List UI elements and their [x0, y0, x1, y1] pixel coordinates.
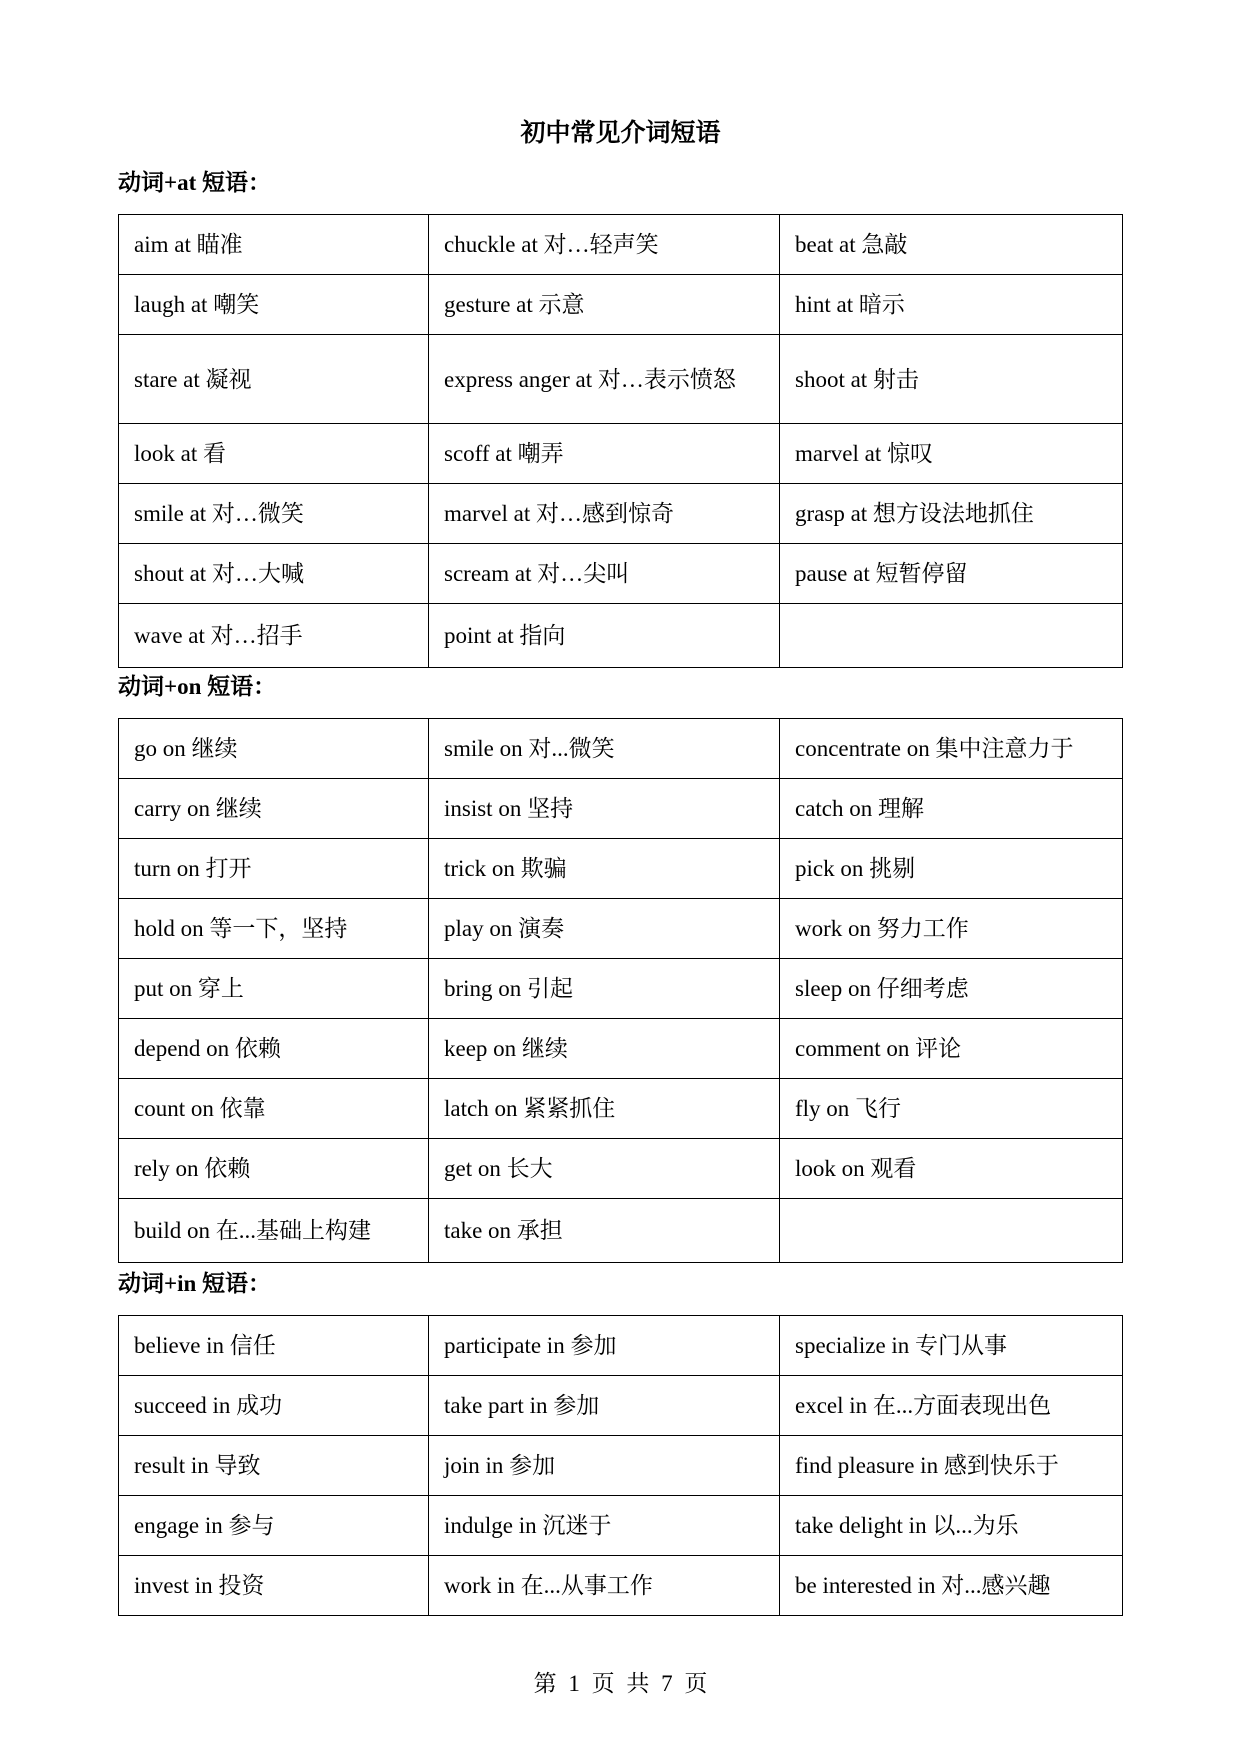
- phrase-cell: look at 看: [119, 424, 429, 484]
- phrase-cell: pick on 挑剔: [780, 839, 1123, 899]
- phrase-cell: smile at 对…微笑: [119, 484, 429, 544]
- phrase-cell: turn on 打开: [119, 839, 429, 899]
- phrase-cell: rely on 依赖: [119, 1139, 429, 1199]
- section-heading-on: 动词+on 短语：: [118, 674, 277, 699]
- phrase-cell: play on 演奏: [429, 899, 780, 959]
- phrase-cell: take part in 参加: [429, 1376, 780, 1436]
- phrase-cell: comment on 评论: [780, 1019, 1123, 1079]
- phrase-cell: excel in 在...方面表现出色: [780, 1376, 1123, 1436]
- table-row: [119, 544, 1123, 604]
- table-row: [119, 899, 1123, 959]
- table-row: [119, 719, 1123, 779]
- phrase-cell: bring on 引起: [429, 959, 780, 1019]
- phrase-cell: work on 努力工作: [780, 899, 1123, 959]
- section-heading-at: 动词+at 短语：: [118, 170, 272, 195]
- phrase-cell: [780, 1199, 1123, 1263]
- page-number-footer: 第 1 页 共 7 页: [533, 1671, 708, 1696]
- phrase-cell: grasp at 想方设法地抓住: [780, 484, 1123, 544]
- phrase-cell: trick on 欺骗: [429, 839, 780, 899]
- table-row: [119, 484, 1123, 544]
- phrase-cell: specialize in 专门从事: [780, 1316, 1123, 1376]
- table-row: [119, 215, 1123, 275]
- phrase-cell: stare at 凝视: [119, 335, 429, 424]
- table-row: [119, 335, 1123, 424]
- phrase-cell: invest in 投资: [119, 1556, 429, 1616]
- table-row: [119, 1079, 1123, 1139]
- phrase-cell: participate in 参加: [429, 1316, 780, 1376]
- phrase-table-in: [118, 1315, 1123, 1616]
- table-row: [119, 604, 1123, 668]
- phrase-cell: build on 在...基础上构建: [119, 1199, 429, 1263]
- phrase-cell: catch on 理解: [780, 779, 1123, 839]
- table-row: [119, 1436, 1123, 1496]
- phrase-cell: go on 继续: [119, 719, 429, 779]
- phrase-cell: latch on 紧紧抓住: [429, 1079, 780, 1139]
- page-title: 初中常见介词短语: [520, 120, 721, 147]
- phrase-cell: point at 指向: [429, 604, 780, 668]
- phrase-cell: believe in 信任: [119, 1316, 429, 1376]
- phrase-cell: depend on 依赖: [119, 1019, 429, 1079]
- phrase-cell: chuckle at 对…轻声笑: [429, 215, 780, 275]
- phrase-cell: shoot at 射击: [780, 335, 1123, 424]
- phrase-cell: marvel at 惊叹: [780, 424, 1123, 484]
- phrase-cell: wave at 对…招手: [119, 604, 429, 668]
- section-heading-in: 动词+in 短语：: [118, 1271, 272, 1296]
- phrase-cell: aim at 瞄准: [119, 215, 429, 275]
- phrase-table-at: [118, 214, 1123, 668]
- phrase-cell: keep on 继续: [429, 1019, 780, 1079]
- phrase-cell: express anger at 对…表示愤怒: [429, 335, 780, 424]
- phrase-cell: engage in 参与: [119, 1496, 429, 1556]
- phrase-cell: count on 依靠: [119, 1079, 429, 1139]
- table-row: [119, 1556, 1123, 1616]
- phrase-cell: scoff at 嘲弄: [429, 424, 780, 484]
- phrase-cell: look on 观看: [780, 1139, 1123, 1199]
- table-row: [119, 1139, 1123, 1199]
- phrase-cell: succeed in 成功: [119, 1376, 429, 1436]
- phrase-cell: smile on 对...微笑: [429, 719, 780, 779]
- phrase-cell: get on 长大: [429, 1139, 780, 1199]
- phrase-cell: beat at 急敲: [780, 215, 1123, 275]
- table-row: [119, 1199, 1123, 1263]
- phrase-cell: hold on 等一下，坚持: [119, 899, 429, 959]
- phrase-cell: work in 在...从事工作: [429, 1556, 780, 1616]
- phrase-cell: take delight in 以...为乐: [780, 1496, 1123, 1556]
- phrase-cell: indulge in 沉迷于: [429, 1496, 780, 1556]
- phrase-cell: join in 参加: [429, 1436, 780, 1496]
- table-row: [119, 1316, 1123, 1376]
- phrase-cell: concentrate on 集中注意力于: [780, 719, 1123, 779]
- phrase-cell: [780, 604, 1123, 668]
- phrase-cell: carry on 继续: [119, 779, 429, 839]
- phrase-cell: marvel at 对…感到惊奇: [429, 484, 780, 544]
- phrase-cell: find pleasure in 感到快乐于: [780, 1436, 1123, 1496]
- table-row: [119, 839, 1123, 899]
- table-row: [119, 1019, 1123, 1079]
- phrase-cell: scream at 对…尖叫: [429, 544, 780, 604]
- phrase-cell: insist on 坚持: [429, 779, 780, 839]
- table-row: [119, 424, 1123, 484]
- table-row: [119, 275, 1123, 335]
- phrase-cell: gesture at 示意: [429, 275, 780, 335]
- phrase-table-on: [118, 718, 1123, 1263]
- phrase-cell: put on 穿上: [119, 959, 429, 1019]
- phrase-cell: pause at 短暂停留: [780, 544, 1123, 604]
- phrase-cell: shout at 对…大喊: [119, 544, 429, 604]
- phrase-cell: result in 导致: [119, 1436, 429, 1496]
- phrase-cell: sleep on 仔细考虑: [780, 959, 1123, 1019]
- table-row: [119, 779, 1123, 839]
- phrase-cell: laugh at 嘲笑: [119, 275, 429, 335]
- table-row: [119, 959, 1123, 1019]
- phrase-cell: hint at 暗示: [780, 275, 1123, 335]
- phrase-cell: fly on 飞行: [780, 1079, 1123, 1139]
- phrase-cell: take on 承担: [429, 1199, 780, 1263]
- table-row: [119, 1496, 1123, 1556]
- table-row: [119, 1376, 1123, 1436]
- phrase-cell: be interested in 对...感兴趣: [780, 1556, 1123, 1616]
